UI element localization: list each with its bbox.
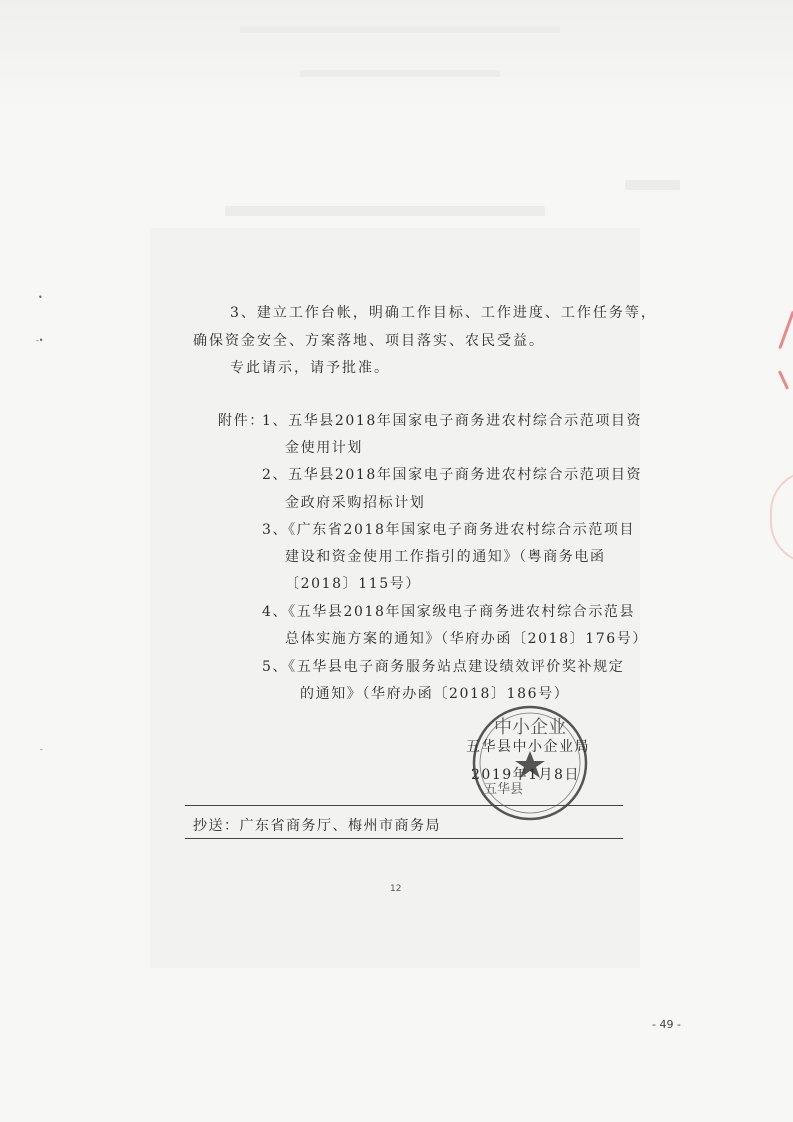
attachment-item-3-cont: 建设和资金使用工作指引的通知》（粤商务电函: [285, 549, 606, 565]
inner-page-number: 12: [390, 884, 402, 894]
attachment-item-4-cont: 总体实施方案的通知》（华府办函〔2018〕176号）: [285, 631, 648, 647]
body-paragraph-1-line-1: 3、建立工作台帐，明确工作目标、工作进度、工作任务等，: [230, 305, 657, 321]
attachment-item-2-cont: 金政府采购招标计划: [285, 495, 426, 511]
cc-bottom-rule: [185, 838, 623, 839]
cc-top-rule: [185, 805, 623, 806]
attachment-item-5-cont: 的通知》（华府办函〔2018〕186号）: [300, 686, 570, 702]
cc-line: 抄送：广东省商务厅、梅州市商务局: [193, 818, 441, 834]
ghost-text-line: [225, 206, 545, 216]
seal-text-top: 中小企业: [494, 717, 566, 738]
attachment-item-1: 1、五华县2018年国家电子商务进农村综合示范项目资: [262, 413, 643, 429]
attachment-item-3-cont-2: 〔2018〕115号）: [285, 576, 421, 592]
body-paragraph-1-line-2: 确保资金安全、方案落地、项目落实、农民受益。: [193, 333, 545, 349]
attachment-item-4: 4、《五华县2018年国家级电子商务进农村综合示范县: [262, 604, 636, 620]
attachment-item-3: 3、《广东省2018年国家电子商务进农村综合示范项目: [262, 522, 636, 538]
attachment-item-1-cont: 金使用计划: [285, 440, 363, 456]
margin-mark: -•: [36, 336, 44, 345]
attachment-item-2: 2、五华县2018年国家电子商务进农村综合示范项目资: [262, 467, 643, 483]
signing-organization: 五华县中小企业局: [466, 739, 590, 755]
signing-date: 2019年1月8日: [471, 767, 580, 783]
red-edge-mark: [778, 370, 789, 389]
attachment-item-5: 5、《五华县电子商务服务站点建设绩效评价奖补规定: [262, 659, 625, 675]
ghost-text-line: [240, 26, 560, 33]
red-edge-mark: [778, 311, 793, 350]
ghost-text-line: [625, 180, 680, 190]
margin-mark: -: [40, 745, 43, 754]
footer-page-number: - 49 -: [652, 1018, 681, 1031]
attachments-label: 附件：: [218, 413, 265, 429]
scan-header-shadow: [0, 0, 793, 110]
seal-text-side: 五华县: [484, 782, 524, 797]
margin-mark: •: [38, 293, 43, 302]
partial-red-stamp: [770, 470, 793, 564]
body-paragraph-2: 专此请示，请予批准。: [230, 360, 390, 376]
ghost-text-line: [300, 70, 500, 77]
